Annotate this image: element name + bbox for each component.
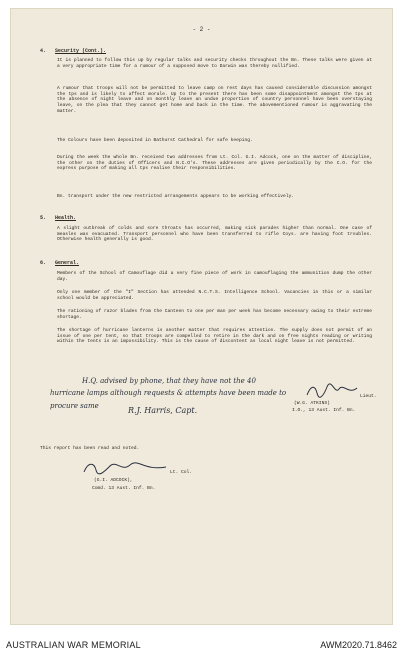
- signature-name-left: (G.I. ADCOCK),: [94, 478, 133, 483]
- section-number: 6.: [40, 260, 47, 266]
- handwritten-note-line: procure same: [50, 402, 99, 410]
- signature-unit-right: I.O., 13 Aust. Inf. Bn.: [292, 408, 356, 413]
- section-heading-4: [40, 48, 106, 54]
- signature-name-right: (W.G. ATKINS): [294, 401, 330, 406]
- paragraph: During the week the whole Bn. received two addresses from Lt. Col. G.I. Adcock, one on the matter of discipline, the other on the duties of Officers and N.C.O's. These addresses are given periodically by the C.O. for the express purpose of making all tps realise their responsibilities.: [57, 155, 372, 172]
- paragraph: Members of the School of Camouflage did a very fine piece of work in camouflaging the ammunition dump the other day.: [57, 271, 372, 282]
- section-number: 5.: [40, 215, 47, 221]
- footer-institution: AUSTRALIAN WAR MEMORIAL: [6, 640, 141, 650]
- section-title: Health.: [55, 215, 77, 221]
- paragraph: It is planned to follow this up by regular talks and security checks throughout the Bn. These talks were given at a very appropriate time for a rumour of a supposed move to Darwin was thereby nullified.: [57, 58, 372, 69]
- signature-unit-left: Comd. 13 Aust. Inf. Bn.: [92, 486, 156, 491]
- section-number: 4.: [40, 48, 47, 54]
- handwritten-note-line: H.Q. advised by phone, that they have not the 40: [82, 377, 256, 385]
- signature-rank-right: Lieut.: [360, 394, 377, 399]
- paragraph: A rumour that troops will not be permitted to leave camp on rest days has caused considerable discussion amongst the tps and is likely to affect morale. Up to the present there has been some disappointment amongst the tps at the absence of night leave and on monthly leave an undue proportion of country personnel have been overstaying leave, on the plea that they cannot get home and back in the time. The abovementioned rumour is aggravating the matter.: [57, 86, 372, 114]
- handwritten-note-line: hurricane lamps although requests & attempts have been made to: [50, 389, 287, 397]
- archive-footer: [0, 636, 405, 653]
- footer-accession-number: AWM2020.71.8462: [320, 640, 397, 650]
- paragraph: The Colours have been deposited in Bathurst Cathedral for safe keeping.: [57, 138, 253, 143]
- paragraph: A slight outbreak of colds and sore throats has occurred, making sick parades higher than normal. One case of measles was evacuated. Transport personnel who have been transferred to rifle Coys. are having foot troubles. Otherwise health generally is good.: [57, 226, 372, 243]
- section-heading-6: [40, 260, 79, 266]
- document-page: [10, 8, 393, 625]
- paragraph: Bn. transport under the new restricted arrangements appears to be working effectively.: [57, 194, 295, 199]
- section-title: General.: [55, 260, 80, 266]
- paragraph: Only one member of the "I" Section has attended N.C.T.S. Intelligence School. Vacancies in this or a similar school would be appreciated.: [57, 290, 372, 301]
- section-heading-5: [40, 215, 76, 221]
- section-title: Security (Cont.).: [55, 48, 107, 54]
- page-number: - 2 -: [192, 26, 211, 33]
- signature-scribble-left: [80, 460, 170, 476]
- paragraph: The rationing of razor blades from the Canteen to one per man per week has become necessary owing to their extreme shortage.: [57, 309, 372, 320]
- handwritten-initials: R.J. Harris, Capt.: [128, 406, 198, 415]
- signature-scribble-right: [305, 383, 360, 399]
- paragraph: The shortage of hurricane lanterns is another matter that requires attention. The supply does not permit of an issue of one per tent, so that troops are compelled to retire in the dark and on free nights reading or writing within the tents is an impossibility. This is the cause of discontent as local night leave is not permitted.: [57, 328, 372, 345]
- read-noted-text: This report has been read and noted.: [40, 446, 140, 451]
- signature-rank-left: Lt. Col.: [170, 470, 193, 475]
